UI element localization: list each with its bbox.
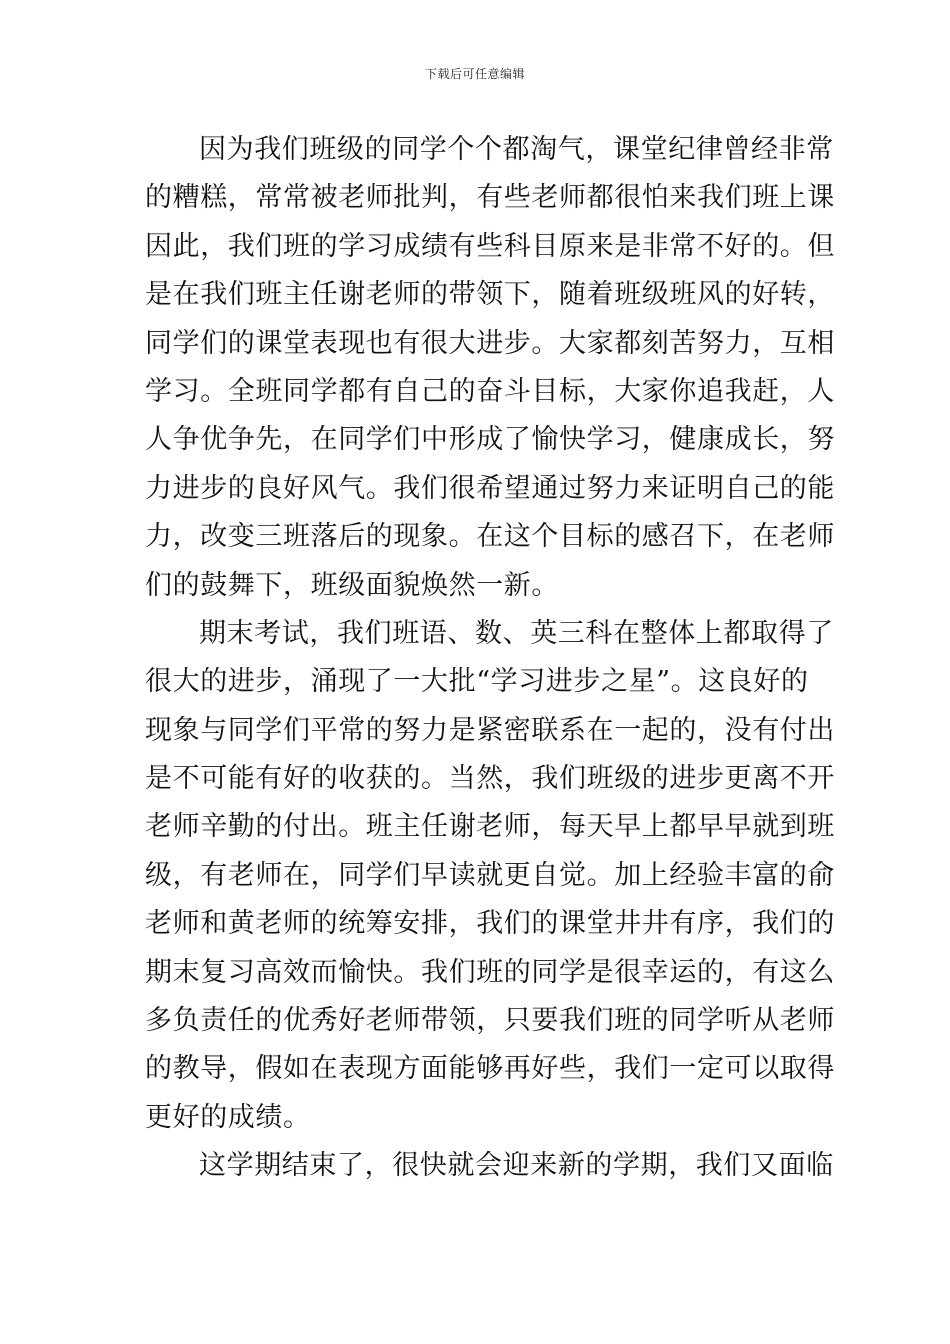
- text-line: 老师辛勤的付出。班主任谢老师，每天早上都早早就到班: [145, 811, 835, 843]
- text-line: 很大的进步，涌现了一大批“学习进步之星”。这良好的: [145, 666, 809, 698]
- page-header: 下载后可任意编辑: [424, 67, 525, 81]
- document-body: [145, 126, 835, 1191]
- text-line: 的教导，假如在表现方面能够再好些，我们一定可以取得: [145, 1053, 835, 1085]
- paragraph-1: [145, 126, 835, 610]
- text-line: 现象与同学们平常的努力是紧密联系在一起的，没有付出: [145, 714, 835, 746]
- text-line: 人争优争先，在同学们中形成了愉快学习，健康成长，努: [145, 424, 835, 456]
- text-line: 期末复习高效而愉快。我们班的同学是很幸运的，有这么: [145, 956, 835, 988]
- text-line: 的糟糕，常常被老师批判，有些老师都很怕来我们班上课: [145, 182, 835, 214]
- paragraph-2: [145, 610, 835, 1142]
- text-line: 力，改变三班落后的现象。在这个目标的感召下，在老师: [145, 521, 835, 553]
- text-line: 老师和黄老师的统筹安排，我们的课堂井井有序，我们的: [145, 908, 835, 940]
- text-line: 因此，我们班的学习成绩有些科目原来是非常不好的。但: [145, 230, 835, 262]
- text-line: 力进步的良好风气。我们很希望通过努力来证明自己的能: [145, 472, 835, 504]
- text-line: 因为我们班级的同学个个都淘气，课堂纪律曾经非常: [199, 134, 834, 165]
- paragraph-3: [145, 1142, 834, 1190]
- text-line: 多负责任的优秀好老师带领，只要我们班的同学听从老师: [145, 1005, 835, 1037]
- text-line: 学习。全班同学都有自己的奋斗目标，大家你追我赶，人: [145, 375, 835, 407]
- text-line: 更好的成绩。: [145, 1101, 311, 1133]
- text-line: 级，有老师在，同学们早读就更自觉。加上经验丰富的俞: [145, 859, 835, 891]
- text-line: 期末考试，我们班语、数、英三科在整体上都取得了: [199, 617, 834, 649]
- text-line: 是在我们班主任谢老师的带领下，随着班级班风的好转，: [145, 279, 835, 311]
- text-line: 们的鼓舞下，班级面貌焕然一新。: [145, 569, 559, 601]
- text-line: 同学们的课堂表现也有很大进步。大家都刻苦努力，互相: [145, 327, 835, 359]
- text-line: 是不可能有好的收获的。当然，我们班级的进步更离不开: [145, 763, 835, 795]
- text-line: 这学期结束了，很快就会迎来新的学期，我们又面临: [199, 1150, 834, 1182]
